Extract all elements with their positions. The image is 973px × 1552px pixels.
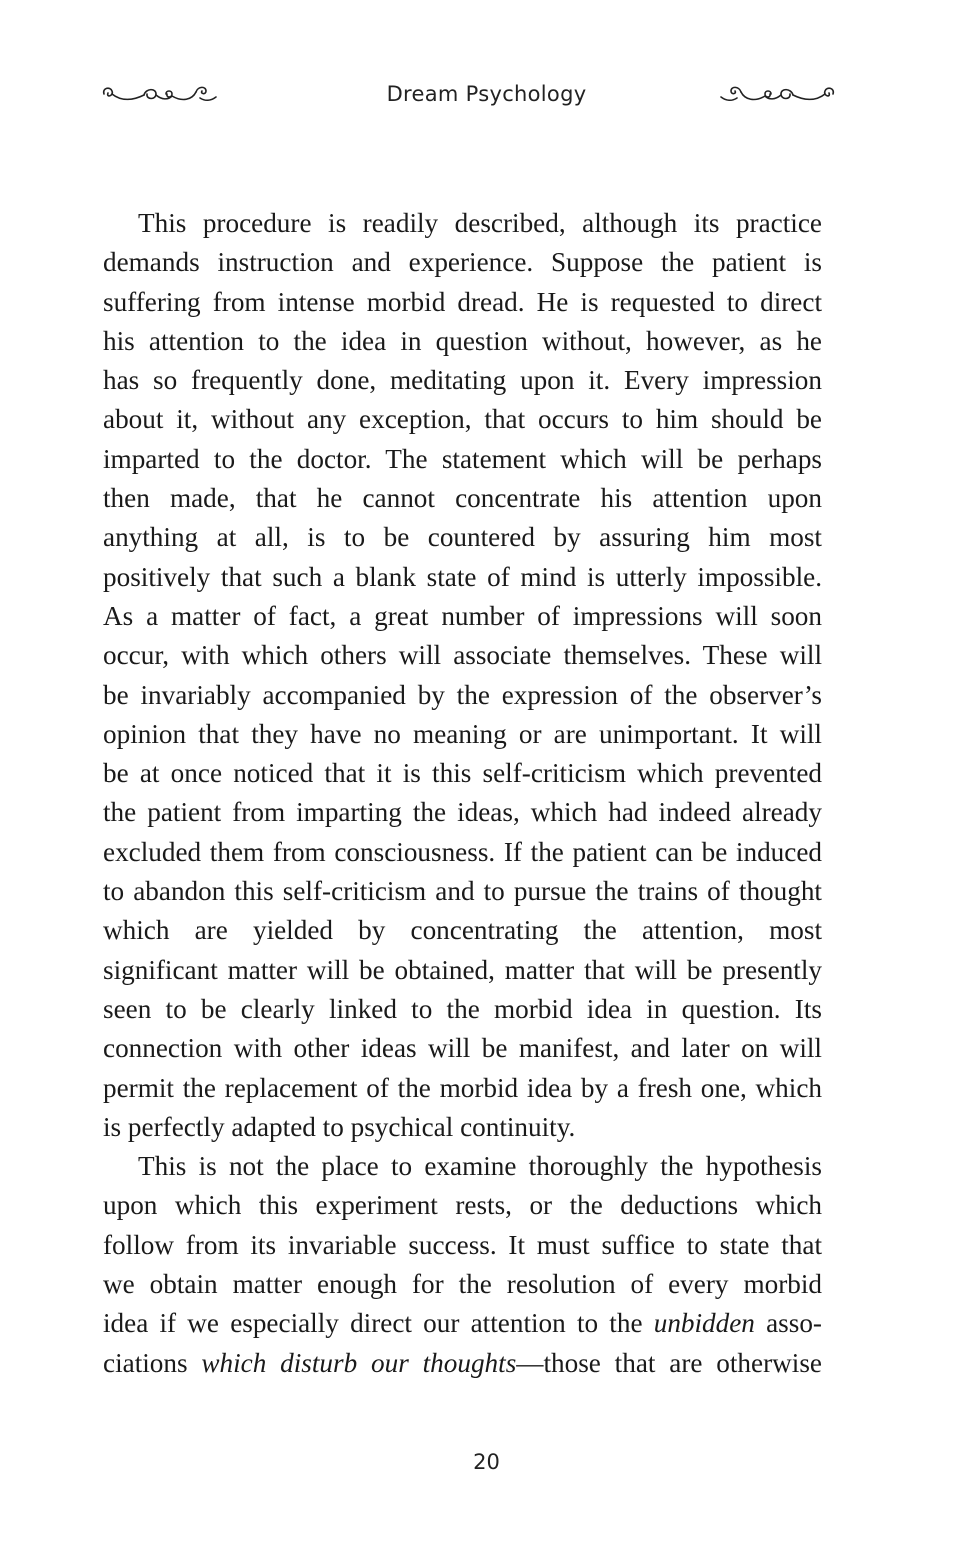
emphasis-text: unbidden <box>653 1308 755 1339</box>
text-line: which are yielded by concentrating the attention, most <box>103 915 822 946</box>
text-line: follow from its invariable success. It must suffice to state that <box>103 1229 822 1260</box>
body-text <box>103 204 822 1383</box>
text-line: to abandon this self-criticism and to pursue the trains of thought <box>103 876 822 907</box>
paragraph <box>103 204 822 1147</box>
text-line: the patient from imparting the ideas, which had indeed already <box>103 797 822 828</box>
text-line: permit the replacement of the morbid idea by a fresh one, which <box>103 1072 822 1103</box>
text-line: occur, with which others will associate themselves. These will <box>103 640 822 671</box>
text-line: his attention to the idea in question without, however, as he <box>103 325 822 356</box>
flourish-right-icon <box>717 80 837 110</box>
text-line: suffering from intense morbid dread. He is requested to direct <box>103 286 822 317</box>
text-line: This is not the place to examine thoroughly the hypothesis <box>138 1151 822 1182</box>
running-title: Dream Psychology <box>386 82 587 106</box>
text-line: opinion that they have no meaning or are unimportant. It will <box>103 718 822 749</box>
text-line: anything at all, is to be countered by assuring him most <box>103 522 822 553</box>
text-line <box>103 1344 822 1383</box>
text-line <box>103 1304 822 1343</box>
emphasis-text: which disturb our thoughts <box>201 1347 517 1378</box>
text-line: then made, that he cannot concentrate his attention upon <box>103 483 822 514</box>
text-line: As a matter of fact, a great number of impressions will soon <box>103 600 822 631</box>
text-line: imparted to the doctor. The statement which will be perhaps <box>103 443 822 474</box>
text-line: connection with other ideas will be manifest, and later on will <box>103 1033 822 1064</box>
running-head <box>0 80 973 116</box>
text-line: has so frequently done, meditating upon it. Every impression <box>103 365 822 396</box>
text-line: positively that such a blank state of mind is utterly impossible. <box>103 561 822 592</box>
text-line: be invariably accompanied by the expression of the observer’s <box>103 679 822 710</box>
text-run: ciations <box>103 1347 202 1378</box>
text-line: is perfectly adapted to psychical continuity. <box>103 1111 576 1142</box>
text-line: excluded them from consciousness. If the patient can be induced <box>103 836 822 867</box>
page-number: 20 <box>473 1450 500 1474</box>
text-line: seen to be clearly linked to the morbid idea in question. Its <box>103 993 822 1024</box>
text-line: be at once noticed that it is this self-criticism which prevented <box>103 758 822 789</box>
text-line: demands instruction and experience. Suppose the patient is <box>103 247 822 278</box>
text-run: —those that are otherwise <box>516 1347 822 1378</box>
text-line: about it, without any exception, that occurs to him should be <box>103 404 822 435</box>
text-line: we obtain matter enough for the resolution of every morbid <box>103 1269 822 1300</box>
text-run: idea if we especially direct our attention to the <box>103 1308 654 1339</box>
text-line: significant matter will be obtained, matter that will be presently <box>103 954 822 985</box>
text-line: upon which this experiment rests, or the deductions which <box>103 1190 822 1221</box>
text-line: This procedure is readily described, although its practice <box>138 208 822 238</box>
text-run: asso- <box>754 1308 822 1339</box>
paragraph <box>103 1147 822 1383</box>
